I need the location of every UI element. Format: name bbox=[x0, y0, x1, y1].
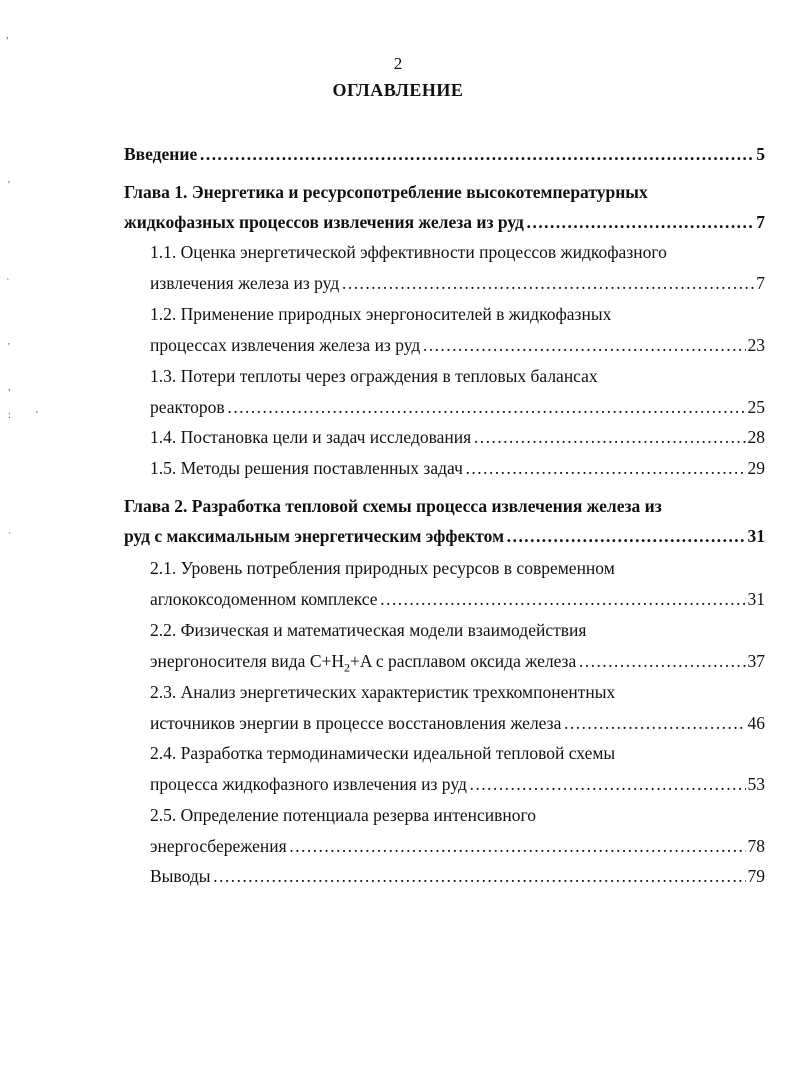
toc-entry-text: жидкофазных процессов извлечения железа из руд bbox=[124, 212, 524, 232]
toc-chapter2-line1: Глава 2. Разработка тепловой схемы процесса извлечения железа из bbox=[124, 496, 662, 516]
toc-entry-text: процесса жидкофазного извлечения из руд bbox=[150, 774, 467, 794]
toc-leader bbox=[341, 271, 754, 295]
toc-entry-text: 1.5. Методы решения поставленных задач bbox=[150, 458, 463, 478]
toc-page-number: 7 bbox=[756, 212, 765, 232]
toc-page-number: 28 bbox=[747, 427, 765, 447]
toc-page-number: 31 bbox=[747, 589, 765, 609]
page-number: 2 bbox=[393, 54, 403, 73]
toc-section-2-4-line1: 2.4. Разработка термодинамически идеальной тепловой схемы bbox=[150, 743, 616, 763]
toc-section-2-3-line1: 2.3. Анализ энергетических характеристик трехкомпонентных bbox=[150, 682, 616, 702]
toc-page-number: 5 bbox=[756, 144, 765, 164]
toc-section-2-5-line1: 2.5. Определение потенциала резерва интенсивного bbox=[150, 805, 536, 825]
toc-entry-text: 1.4. Постановка цели и задач исследования bbox=[150, 427, 472, 447]
toc-section-1-3-line2 bbox=[150, 395, 765, 419]
toc-section-2-3-line2 bbox=[150, 711, 765, 735]
toc-page-number: 46 bbox=[747, 713, 765, 733]
toc-entry-text bbox=[150, 649, 576, 673]
scan-speck: ' bbox=[8, 180, 10, 191]
toc-leader bbox=[526, 210, 754, 234]
toc-leader bbox=[465, 456, 746, 480]
toc-section-1-5 bbox=[150, 456, 765, 480]
formula-part: +A с расплавом оксида железа bbox=[350, 651, 577, 671]
toc-leader bbox=[563, 711, 745, 735]
toc-section-1-1-line1: 1.1. Оценка энергетической эффективности процессов жидкофазного bbox=[150, 242, 667, 262]
toc-leader bbox=[380, 587, 746, 611]
toc-page-number: 37 bbox=[747, 651, 765, 671]
toc-page-number: 23 bbox=[747, 335, 765, 355]
toc-entry-intro bbox=[124, 142, 765, 166]
toc-leader bbox=[469, 772, 746, 796]
toc-entry-text: энергосбережения bbox=[150, 836, 287, 856]
toc-section-1-4 bbox=[150, 425, 765, 449]
toc-leader bbox=[506, 524, 745, 548]
toc-entry-text: руд с максимальным энергетическим эффектом bbox=[124, 526, 505, 546]
toc-leader bbox=[289, 834, 746, 858]
formula-subscript: 2 bbox=[344, 660, 350, 673]
toc-section-2-1-line2 bbox=[150, 587, 765, 611]
toc-section-1-2-line1: 1.2. Применение природных энергоносителей в жидкофазных bbox=[150, 304, 612, 324]
scan-speck: : bbox=[8, 410, 11, 421]
toc-leader bbox=[227, 395, 746, 419]
scan-speck: ' bbox=[8, 342, 10, 353]
toc-section-1-3-line1: 1.3. Потери теплоты через ограждения в тепловых балансах bbox=[150, 366, 598, 386]
toc-section-2-5-line2 bbox=[150, 834, 765, 858]
scan-speck: ` bbox=[6, 278, 10, 289]
toc-page-number: 7 bbox=[756, 273, 765, 293]
toc-leader bbox=[212, 864, 745, 888]
page-title: ОГЛАВЛЕНИЕ bbox=[332, 80, 464, 100]
toc-page-number: 78 bbox=[747, 836, 765, 856]
toc-page-number: 53 bbox=[747, 774, 765, 794]
scan-speck: , bbox=[8, 382, 11, 393]
toc-leader bbox=[422, 333, 745, 357]
scan-speck: ` bbox=[8, 532, 12, 543]
toc-section-2-2-line1: 2.2. Физическая и математическая модели взаимодействия bbox=[150, 620, 587, 640]
toc-entry-text: аглококсодоменном комплексе bbox=[150, 589, 378, 609]
toc-entry-text: Введение bbox=[124, 144, 198, 164]
toc-conclusions bbox=[150, 864, 765, 888]
formula-part: энергоносителя вида C+H bbox=[150, 651, 344, 671]
scan-speck: , bbox=[6, 30, 9, 41]
toc-leader bbox=[473, 425, 745, 449]
toc-leader bbox=[578, 649, 745, 673]
toc-page-number: 25 bbox=[747, 397, 765, 417]
toc-entry-text: источников энергии в процессе восстановления железа bbox=[150, 713, 562, 733]
toc-chapter1-line1: Глава 1. Энергетика и ресурсопотребление высокотемпературных bbox=[124, 182, 648, 202]
toc-section-2-4-line2 bbox=[150, 772, 765, 796]
toc-leader bbox=[199, 142, 754, 166]
toc-entry-text: процессах извлечения железа из руд bbox=[150, 335, 421, 355]
toc-entry-text: реакторов bbox=[150, 397, 225, 417]
toc-page-number: 29 bbox=[747, 458, 765, 478]
toc-chapter2-line2 bbox=[124, 524, 765, 548]
scan-speck: ' bbox=[36, 410, 38, 421]
toc-section-2-2-line2 bbox=[150, 649, 765, 673]
toc-entry-text: извлечения железа из руд bbox=[150, 273, 340, 293]
toc-section-1-2-line2 bbox=[150, 333, 765, 357]
toc-page-number: 79 bbox=[747, 866, 765, 886]
toc-chapter1-line2 bbox=[124, 210, 765, 234]
toc-section-1-1-line2 bbox=[150, 271, 765, 295]
toc-section-2-1-line1: 2.1. Уровень потребления природных ресурсов в современном bbox=[150, 558, 615, 578]
toc-entry-text: Выводы bbox=[150, 866, 211, 886]
toc-page-number: 31 bbox=[747, 526, 765, 546]
